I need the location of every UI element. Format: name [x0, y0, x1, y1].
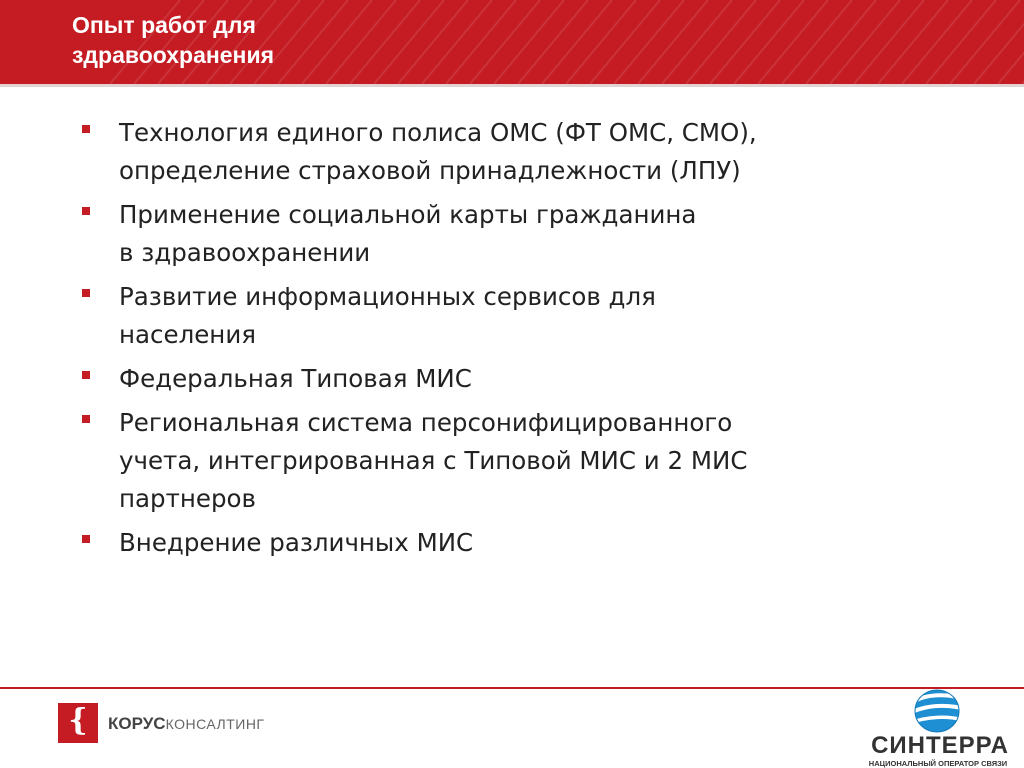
bullet-text: Применение социальной карты гражданина в здравоохранении: [119, 200, 697, 267]
bullet-item: [80, 196, 960, 272]
korus-consulting-logo: [58, 703, 278, 743]
slide-content: [80, 114, 960, 568]
sinterra-globe-icon: [904, 688, 970, 734]
korus-bracket-icon: {: [58, 703, 98, 743]
bullet-item: [80, 404, 960, 518]
red-square-bullet-icon: [82, 535, 90, 543]
slide-header: [0, 0, 1024, 84]
bullet-item: [80, 360, 960, 398]
red-square-bullet-icon: [82, 125, 90, 133]
bullet-item: [80, 524, 960, 562]
sinterra-logo: [858, 688, 1020, 768]
header-divider: [0, 84, 1024, 87]
red-square-bullet-icon: [82, 371, 90, 379]
red-square-bullet-icon: [82, 415, 90, 423]
sinterra-tagline: НАЦИОНАЛЬНЫЙ ОПЕРАТОР СВЯЗИ: [868, 759, 1008, 768]
bullet-text: Технология единого полиса ОМС (ФТ ОМС, СМО), определение страховой принадлежности (ЛПУ): [119, 118, 757, 185]
korus-name-bold: КОРУС: [108, 714, 166, 733]
korus-name-light: КОНСАЛТИНГ: [165, 716, 265, 732]
red-square-bullet-icon: [82, 207, 90, 215]
bullet-text: Федеральная Типовая МИС: [119, 364, 472, 393]
bullet-list: [80, 114, 960, 562]
bullet-text: Региональная система персонифицированного учета, интегрированная с Типовой МИС и 2 МИС партнеров: [119, 408, 748, 513]
red-square-bullet-icon: [82, 289, 90, 297]
bullet-item: [80, 278, 960, 354]
bullet-text: Развитие информационных сервисов для населения: [119, 282, 656, 349]
bullet-text: Внедрение различных МИС: [119, 528, 474, 557]
sinterra-name: СИНТЕРРА: [871, 732, 1009, 759]
bullet-item: [80, 114, 960, 190]
korus-wordmark: [108, 714, 265, 734]
slide-title: Опыт работ для здравоохранения: [72, 12, 275, 68]
